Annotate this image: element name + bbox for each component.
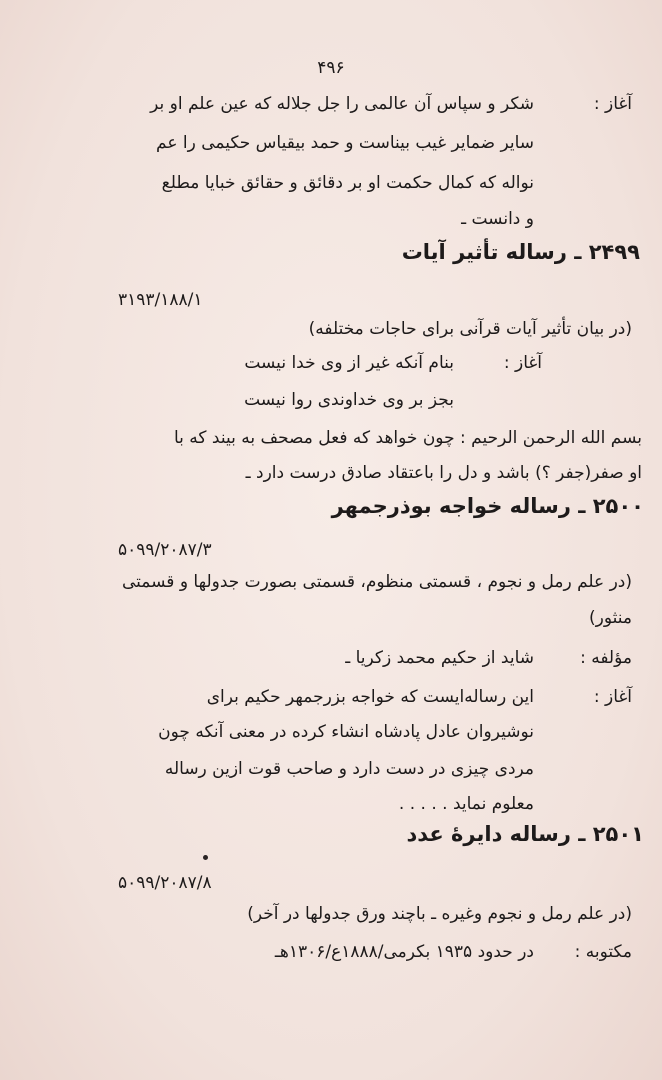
catalog-ref-2501: ۵۰۹۹/۲۰۸۷/۸ xyxy=(118,873,212,893)
text-line: نواله که کمال حکمت او بر دقائق و حقائق خبایا مطلع xyxy=(161,173,534,193)
text-line: نوشیروان عادل پادشاه انشاء کرده در معنی آنکه چون xyxy=(158,722,534,742)
verse-line: بنام آنکه غیر از وی خدا نیست xyxy=(244,353,454,373)
text-line: و دانست ـ xyxy=(461,209,534,229)
text-line: شکر و سپاس آن عالمی را جل جلاله که عین علم او بر xyxy=(150,94,534,114)
catalog-ref-2499: ۳۱۹۳/۱۸۸/۱ xyxy=(118,290,203,310)
text-line: مردی چیزی در دست دارد و صاحب قوت ازین رساله xyxy=(164,759,534,779)
aghaz-label-1: آغاز : xyxy=(593,94,632,114)
text-line: این رساله‌ایست که خواجه بزرجمهر حکیم برای xyxy=(206,687,534,707)
entry-description: (در علم رمل و نجوم وغیره ـ باچند ورق جدولها در آخر) xyxy=(247,904,632,924)
ink-dot xyxy=(203,855,208,860)
catalog-ref-2500: ۵۰۹۹/۲۰۸۷/۳ xyxy=(118,540,212,560)
maktuba-label: مکتوبه : xyxy=(574,942,632,962)
entry-description: (در بیان تأثیر آیات قرآنی برای حاجات مختلفه) xyxy=(308,319,632,339)
page-number: ۴۹۶ xyxy=(317,58,345,78)
text-line: بسم الله الرحمن الرحیم : چون خواهد که فعل مصحف به بیند که با xyxy=(173,428,642,448)
author-label: مؤلفه : xyxy=(580,648,632,668)
date-line: در حدود ۱۹۳۵ بکرمی/۱۸۸۸ع/۱۳۰۶هـ xyxy=(274,942,534,962)
entry-description: منثور) xyxy=(589,608,632,628)
author-name: شاید از حکیم محمد زکریا ـ xyxy=(345,648,534,668)
entry-description: (در علم رمل و نجوم ، قسمتی منظوم، قسمتی بصورت جدولها و قسمتی xyxy=(122,572,632,592)
text-line: سایر ضمایر غیب بیناست و حمد بیقیاس حکیمی را عم xyxy=(156,133,534,153)
text-line: او صفر(جفر ؟) باشد و دل را باعتقاد صادق درست دارد ـ xyxy=(245,463,642,483)
text-line: معلوم نماید . . . . . xyxy=(398,794,534,814)
entry-heading-2499: ۲۴۹۹ ـ رساله تأثیر آیات xyxy=(401,240,640,264)
entry-heading-2501: ۲۵۰۱ ـ رساله دایرهٔ عدد xyxy=(406,822,644,846)
entry-heading-2500: ۲۵۰۰ ـ رساله خواجه بوذرجمهر xyxy=(331,494,644,518)
aghaz-label-3: آغاز : xyxy=(593,687,632,707)
verse-line: بجز بر وی خداوندی روا نیست xyxy=(244,390,454,410)
aghaz-label-2: آغاز : xyxy=(503,353,542,373)
